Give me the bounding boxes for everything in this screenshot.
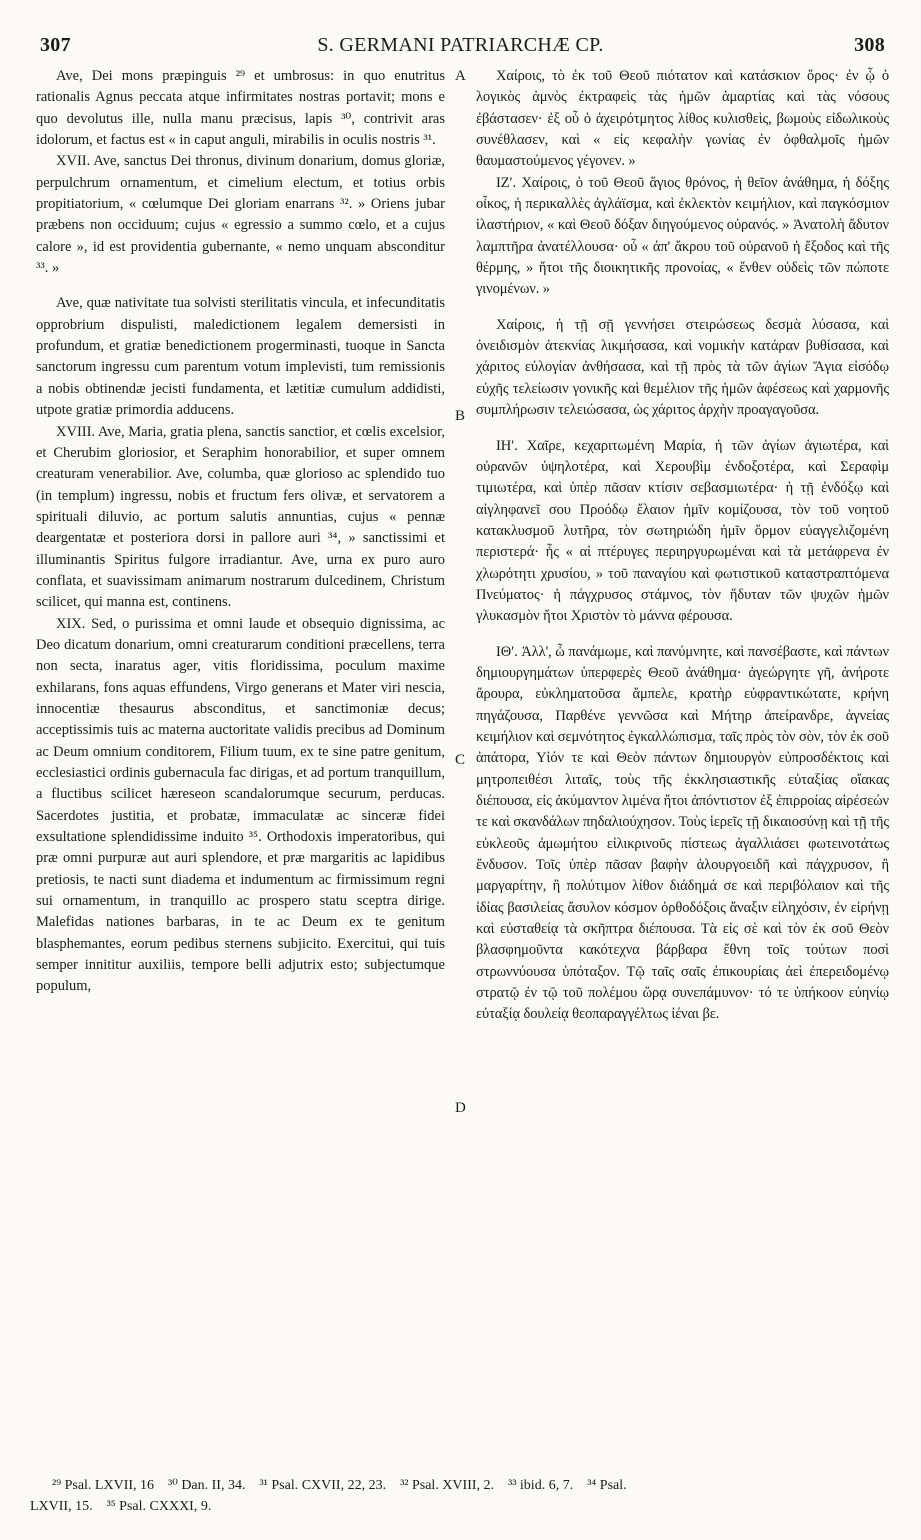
- footnote-line: LXVII, 15. ³⁵ Psal. CXXXI, 9.: [30, 1499, 212, 1514]
- greek-column: [476, 66, 889, 1026]
- greek-paragraph: ΙΖʹ. Χαίροις, ὁ τοῦ Θεοῦ ἅγιος θρόνος, ἡ θεῖον ἀνάθημα, ἡ δόξης οἶκος, ἡ περικαλλὲς ἀγλάϊσμα, καὶ ἐκλεκτὸν κειμήλιον, καὶ παγκόσμιον ἱλαστήριον, « καὶ Θεοῦ δόξαν διηγούμενος οὐρανός. » Ἀνατολὴ ἄδυτον λαμπτῆρα ἀνατέλλουσα· οὗ « ἀπ' ἄκρου τοῦ οὐρανοῦ ἡ ἔξοδος καὶ τῆς θέρμης, » ἤτοι τῆς διοικητικῆς προνοίας, « ἔνθεν οὐδεὶς τῶν πώποτε γινομένων. »: [476, 174, 889, 298]
- latin-paragraph: XIX. Sed, o purissima et omni laude et obsequio dignissima, ac Deo dicatum donarium, omni creaturarum conditioni præcellens, terra non secta, inaratus ager, vitis floridissima, poculum maxime exhilarans, fons aquas effundens, Virgo generans et Mater viri nescia, innocentiæ thesaurus absconditus, et sanctimoniæ decus; acceptissimis tuis ac materna auctoritate validis precibus ad Dominum ac Deum omnium conditorem, Filium tuum, ex te sine patre genitum, ecclesiastici ordinis gubernacula fac dirigas, et ad portum tranquillum, a fluctibus scilicet hæreseon scandalorumque securum, perducas. Sacerdotes justitia, et probatæ, immaculatæ ac sinceræ fidei exsultatione splendidissime induito ³⁵. Orthodoxis imperatoribus, qui præ omni purpuræ aut auri splendore, et præ margaritis ac lapidibus pretiosis, te nacti sunt diadema et indumentum ac firmissimum regni sui ornamentum, in tranquillo ac prospero statu sceptra dirige. Malefidas nationes barbaras, in te ac Deum ex te genitum blasphemantes, eorum pedibus sternens subjicito. Exercitui, qui tuis semper innititur auxiliis, tempore belli adjutrix esto; subjectumque populum,: [36, 615, 445, 995]
- margin-marker-c: C: [455, 752, 466, 768]
- greek-paragraph: ΙΘʹ. Ἀλλ', ὦ πανάμωμε, καὶ πανύμνητε, καὶ πανσέβαστε, καὶ πάντων δημιουργημάτων ὑπερφερὲς Θεοῦ ἀνάθημα· ἀγεώργητε γῆ, ἀνήροτε ἄρουρα, εὐκληματοῦσα ἄμπελε, κρατὴρ εὐφραντικώτατε, κρήνη πηγάζουσα, Παρθένε γεννῶσα καὶ Μήτηρ ἀπείρανδρε, ἁγνείας κειμήλιον καὶ σεμνότητος ἐγκαλλώπισμα, ταῖς πρὸς τὸν σὸν, τὸν ἐκ σοῦ ἀπάτορα, Υἱόν τε καὶ Θεὸν πάντων δημιουργὸν εὐπροσδέκτοις καὶ μητροπειθέσι λιταῖς, τοὺς τῆς ἐκκλησιαστικῆς εὐταξίας οἴακας διέπουσα, εἰς ἀκύμαντον λιμένα ἤτοι ἀπόντιστον ἐξ ἐπιρροίας αἱρέσεών τε καὶ σκανδάλων πηδαλιούχησον. Τοὺς ἱερεῖς τῇ δικαιοσύνῃ καὶ τῇ τῆς εὐκλεοῦς ἀμωμήτου εἰλικρινοῦς πίστεως ἀγαλλιάσει φωτεινοτάτως ἔνδυσον. Τοῖς ὑπὲρ πᾶσαν βαφὴν ἁλουργοειδῆ καὶ πάγχρυσον, ἢ μαργαρίτην, ἢ πολύτιμον λίθον διάδημά σε καὶ περιβόλαιον καὶ τῆς ἰδίας βασιλείας ἄσυλον κόσμον ὀρθοδόξοις ἄναξιν εἰληχόσιν, ἐν εἰρήνῃ καὶ εὐσταθείᾳ τὰ σκῆπτρα διέπουσα. Τὰ εἰς σὲ καὶ τὸν ἐκ σοῦ Θεὸν βλασφημοῦντα κακότεχνα βάρβαρα ἔθνη τοῖς τούτων ποσὶ στρωννύουσα ὑπόταξον. Τῷ ταῖς σαῖς ἐπικουρίαις ἀεὶ ἐπερειδομένῳ στρατῷ ἐν τῷ τοῦ πολέμου ὥρᾳ συνεπάμυνον· τό τε ὑπήκοον εὐηνίῳ εὐταξίᾳ δουλείᾳ θεοπαραγγέλτως ἰέναι βε.: [476, 643, 889, 1023]
- latin-paragraph: XVII. Ave, sanctus Dei thronus, divinum donarium, domus gloriæ, perpulchrum ornamentum, et cimelium electum, et totius orbis propitiatorium, « cœlumque Dei gloriam enarrans ³². » Oriens jubar præbens non occiduum; cujus « egressio a summo cœlo, et a cujus calore », id est providentia gubernante, « nemo unquam absconditur ³³. »: [36, 153, 445, 277]
- footnote-line: ²⁹ Psal. LXVII, 16 ³⁰ Dan. II, 34. ³¹ Psal. CXVII, 22, 23. ³² Psal. XVIII, 2. ³³ ibid. 6, 7. ³⁴ Psal.: [52, 1478, 627, 1493]
- page-number-left: 307: [40, 34, 71, 56]
- margin-marker-d: D: [455, 1100, 466, 1116]
- greek-paragraph: Χαίροις, τὸ ἐκ τοῦ Θεοῦ πιότατον καὶ κατάσκιον ὄρος· ἐν ᾧ ὁ λογικὸς ἀμνὸς ἐκτραφεὶς τὰς ἡμῶν ἁμαρτίας καὶ τὰς νόσους ἐβάστασεν· ἐξ οὗ ὁ ἀχειρότμητος λίθος κυλισθεὶς, βωμοὺς εἰδωλικοὺς συνέθλασεν, καὶ « εἰς κεφαλὴν γωνίας ἐν ὀφθαλμοῖς ἡμῶν θαυμαστούμενος γέγονεν. »: [476, 68, 889, 170]
- margin-marker-a: A: [455, 68, 466, 84]
- greek-paragraph: ΙΗʹ. Χαῖρε, κεχαριτωμένη Μαρία, ἡ τῶν ἁγίων ἁγιωτέρα, καὶ οὐρανῶν ὑψηλοτέρα, καὶ Χερουβὶμ ἐνδοξοτέρα, καὶ Σεραφὶμ τιμιωτέρα, καὶ ὑπὲρ πᾶσαν κτίσιν σεβασμιωτέρα· ἡ τῇ ἐνδόξῳ καὶ αἰγληφανεῖ σου Προόδῳ ἔλαιον ἡμῖν κομίζουσα, τὸν τοῦ νοητοῦ κατακλυσμοῦ λυτῆρα, τὸν σωτηριώδη ἡμῖν ὅρμον εὐαγγελιζομένη περιστερά· ἧς « αἱ πτέρυγες περιηργυρωμέναι καὶ τὰ μετάφρενα ἐν χλωρότητι χρυσίου, » τοῦ παναγίου καὶ φωτιστικοῦ καταστραπτόμενα Πνεύματος· ἡ πάγχρυσος στάμνος, τὸν ἥδυταν τῶν ψυχῶν ἡμῶν γλυκασμὸν ἤτοι Χριστὸν τὸ μάννα φέρουσα.: [476, 437, 889, 625]
- latin-column: [36, 66, 445, 998]
- page-number-right: 308: [854, 34, 885, 56]
- greek-paragraph: Χαίροις, ἡ τῇ σῇ γεννήσει στειρώσεως δεσμὰ λύσασα, καὶ ὀνειδισμὸν ἀτεκνίας λικμήσασα, καὶ νομικὴν κατάραν βυθίσασα, καὶ χάριτος εὐλογίαν ἀνθήσασα, καὶ τῇ πρὸς τὰ τῶν ἁγίων Ἅγια εἰσόδῳ εὐχῆς τελείωσιν γονικῆς καὶ θεμέλιον τῆς ἡμῶν ἀφέσεως καὶ χαρμονῆς συμπλήρωσιν τελειώσασα, ὡς χάριτος ἀρχὴν προαγαγοῦσα.: [476, 316, 889, 419]
- latin-paragraph: Ave, quæ nativitate tua solvisti sterilitatis vincula, et infecunditatis opprobrium dispulisti, maledictionem legalem demersisti in profundum, et gratiæ benedictionem progerminasti, tuoque in Sancta sanctorum ingressu cum parentum votum implevisti, tum remissionis a nobis obtinendæ jecisti fundamenta, et lætitiæ cumulum addidisti, utpote gratiæ primordia adducens.: [36, 295, 445, 419]
- footnotes: [30, 1475, 893, 1517]
- latin-paragraph: Ave, Dei mons præpinguis ²⁹ et umbrosus: in quo enutritus rationalis Agnus peccata atque infirmitates nostras portavit; mons e quo devolutus ille, nulla manu præcisus, lapis ³⁰, contrivit aras idolorum, et factus est « in caput anguli, mirabilis in oculis nostris ³¹.: [36, 68, 445, 149]
- running-title: S. GERMANI PATRIARCHÆ CP.: [317, 34, 604, 56]
- running-header: [30, 34, 891, 60]
- margin-marker-b: B: [455, 408, 466, 424]
- latin-paragraph: XVIII. Ave, Maria, gratia plena, sanctis sanctior, et cœlis excelsior, et Cherubim gloriosior, et Seraphim honorabilior, et super omnem creaturam venerabilior. Ave, columba, quæ glorioso ac splendido tuo (in templum) ingressu, nobis et fructum fers olivæ, et servatorem a spirituali diluvio, ac portum salutis annuntias, cujus « pennæ deargentatæ et posteriora dorsi in pallore auri ³⁴, » sanctissimi et illuminantis Spiritus fulgore irradiantur. Ave, urna ex puro auro conflata, et suavissimam animarum nostrarum dulcedinem, Christum scilicet, qui manna est, continens.: [36, 423, 445, 611]
